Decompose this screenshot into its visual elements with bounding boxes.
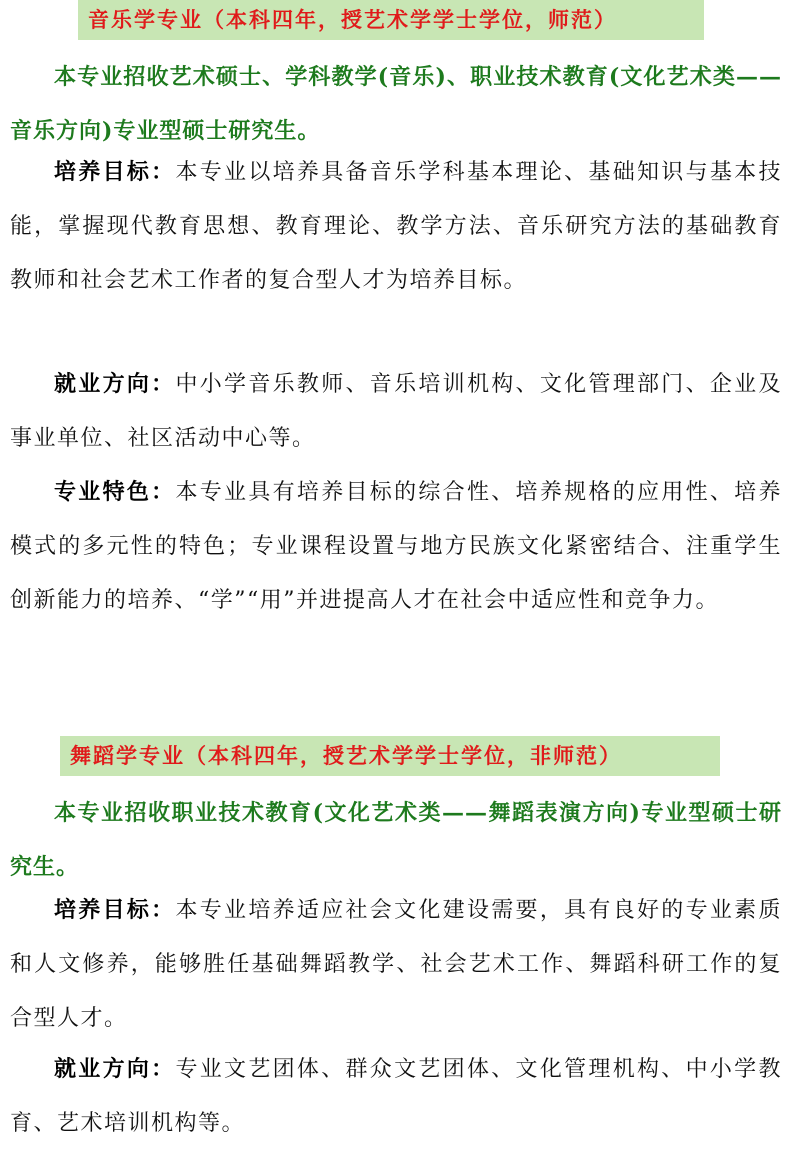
paragraph-employment-music: [10, 357, 782, 466]
label-training-goal: 培养目标：: [54, 897, 176, 923]
text-employment: 中小学音乐教师、音乐培训机构、文化管理部门、企业及事业单位、社区活动中心等。: [10, 372, 782, 451]
paragraph-training-goal-music: [10, 145, 782, 308]
section-title-dance: 舞蹈学专业（本科四年，授艺术学学士学位，非师范）: [60, 736, 720, 776]
text-training-goal: 本专业培养适应社会文化建设需要，具有良好的专业素质和人文修养，能够胜任基础舞蹈教学、社会艺术工作、舞蹈科研工作的复合型人才。: [10, 898, 782, 1031]
paragraph-features-music: [10, 465, 782, 628]
text-features: 本专业具有培养目标的综合性、培养规格的应用性、培养模式的多元性的特色；专业课程设置与地方民族文化紧密结合、注重学生创新能力的培养、“学”“用”并进提高人才在社会中适应性和竞争力。: [10, 480, 782, 613]
label-employment: 就业方向：: [54, 371, 176, 397]
label-employment: 就业方向：: [54, 1056, 176, 1082]
section-intro-music: 本专业招收艺术硕士、学科教学(音乐)、职业技术教育(文化艺术类——音乐方向)专业型硕士研究生。: [10, 64, 782, 144]
text-employment: 专业文艺团体、群众文艺团体、文化管理机构、中小学教育、艺术培训机构等。: [10, 1057, 782, 1136]
text-training-goal: 本专业以培养具备音乐学科基本理论、基础知识与基本技能，掌握现代教育思想、教育理论、教学方法、音乐研究方法的基础教育教师和社会艺术工作者的复合型人才为培养目标。: [10, 160, 782, 293]
section-title-music: 音乐学专业（本科四年，授艺术学学士学位，师范）: [78, 0, 704, 40]
section-intro-dance: 本专业招收职业技术教育(文化艺术类——舞蹈表演方向)专业型硕士研究生。: [10, 800, 782, 880]
paragraph-employment-dance: [10, 1042, 782, 1151]
paragraph-training-goal-dance: [10, 883, 782, 1046]
label-features: 专业特色：: [54, 479, 176, 505]
label-training-goal: 培养目标：: [54, 159, 176, 185]
